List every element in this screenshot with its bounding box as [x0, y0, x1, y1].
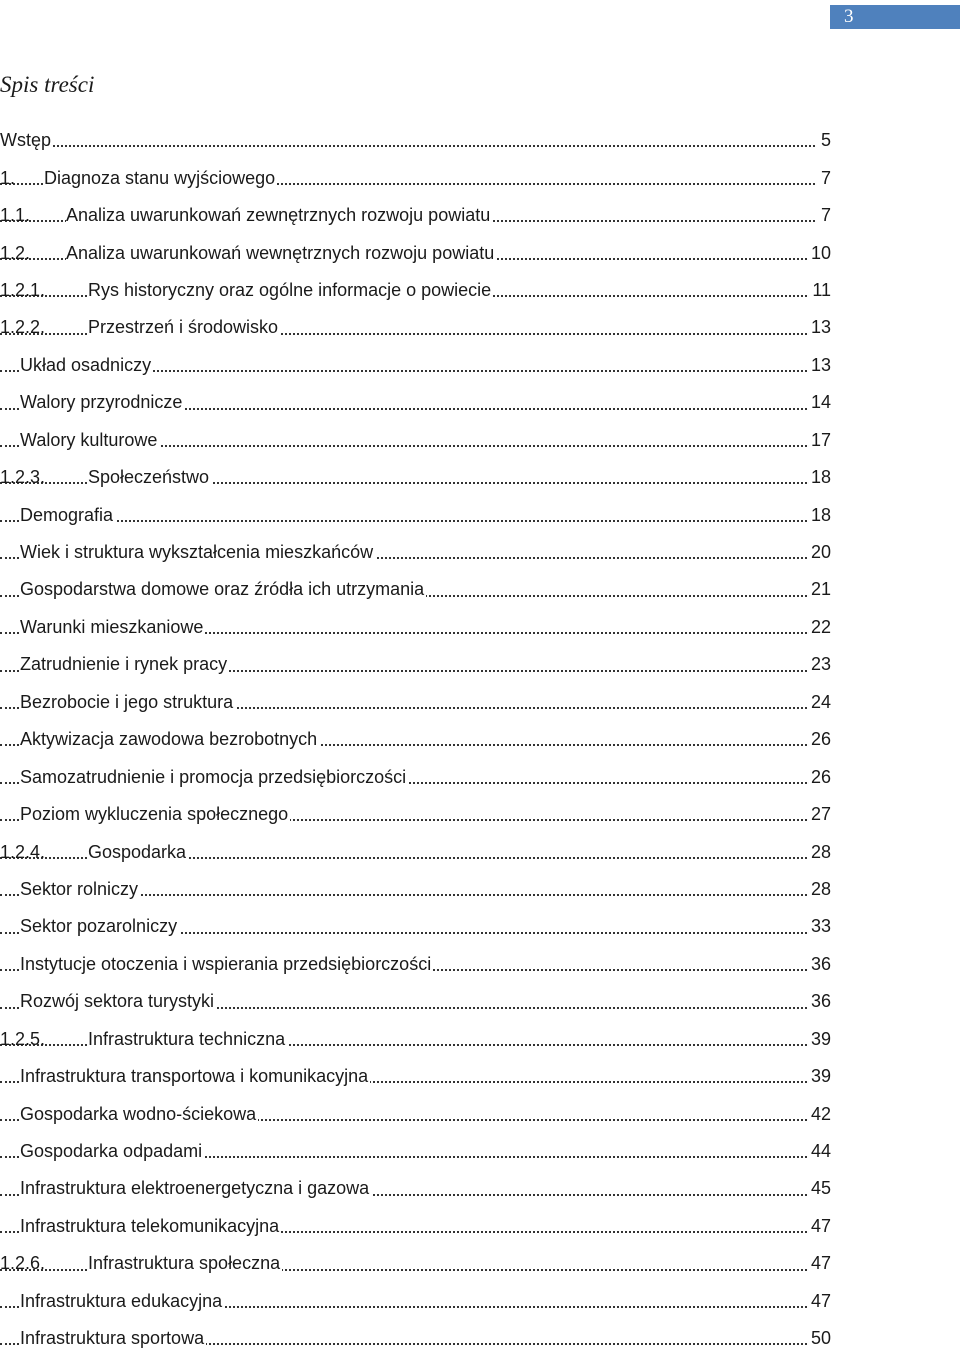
- toc-entry[interactable]: [0, 796, 831, 833]
- toc-entry-label: Analiza uwarunkowań wewnętrznych rozwoju powiatu: [66, 242, 495, 263]
- toc-entry-page: 47: [807, 1216, 831, 1237]
- toc-entry-page: 42: [807, 1104, 831, 1125]
- toc-entry-label: Walory przyrodnicze: [20, 392, 183, 413]
- toc-entry[interactable]: [0, 571, 831, 608]
- toc-entry-page: 44: [807, 1141, 831, 1162]
- toc-entry[interactable]: [0, 983, 831, 1020]
- toc-entry[interactable]: [0, 833, 831, 870]
- toc-entry-label: Walory kulturowe: [20, 429, 158, 450]
- toc-entry-page: 10: [807, 243, 831, 264]
- table-of-contents: [0, 122, 831, 1357]
- toc-entry-page: 33: [807, 916, 831, 937]
- toc-entry-label: Gospodarka: [88, 841, 187, 862]
- toc-entry-page: 17: [807, 430, 831, 451]
- toc-entry-page: 21: [807, 579, 831, 600]
- toc-entry-label: Bezrobocie i jego struktura: [20, 691, 234, 712]
- toc-entry[interactable]: [0, 384, 831, 421]
- toc-entry-label: Zatrudnienie i rynek pracy: [20, 654, 228, 675]
- toc-entry-page: 7: [817, 205, 831, 226]
- toc-entry-page: 26: [807, 767, 831, 788]
- toc-entry-label: Infrastruktura edukacyjna: [20, 1290, 223, 1311]
- toc-entry[interactable]: [0, 1320, 831, 1357]
- toc-entry[interactable]: [0, 1245, 831, 1282]
- toc-entry-number: 1.2.3.: [0, 467, 46, 488]
- toc-entry[interactable]: [0, 871, 831, 908]
- toc-entry[interactable]: [0, 534, 831, 571]
- dot-leader: [0, 520, 831, 522]
- toc-entry[interactable]: [0, 721, 831, 758]
- toc-entry-label: Sektor rolniczy: [20, 878, 139, 899]
- toc-entry-label: Gospodarstwa domowe oraz źródła ich utrzymania: [20, 579, 425, 600]
- toc-entry-label: Demografia: [20, 504, 114, 525]
- toc-entry[interactable]: [0, 1058, 831, 1095]
- toc-entry-page: 28: [807, 842, 831, 863]
- toc-entry-number: 1.2.1.: [0, 279, 46, 300]
- toc-entry[interactable]: [0, 459, 831, 496]
- toc-entry[interactable]: [0, 1208, 831, 1245]
- toc-entry-page: 39: [807, 1029, 831, 1050]
- toc-entry-page: 20: [807, 542, 831, 563]
- toc-entry-label: Samozatrudnienie i promocja przedsiębiorczości: [20, 766, 407, 787]
- toc-entry-number: 1.2.6.: [0, 1253, 46, 1274]
- toc-entry[interactable]: [0, 272, 831, 309]
- toc-entry[interactable]: [0, 646, 831, 683]
- toc-entry-label: Gospodarka odpadami: [20, 1141, 203, 1162]
- toc-entry-label: Gospodarka wodno-ściekowa: [20, 1103, 257, 1124]
- toc-entry-page: 13: [807, 317, 831, 338]
- toc-entry-page: 27: [807, 804, 831, 825]
- toc-entry-label: Przestrzeń i środowisko: [88, 317, 279, 338]
- toc-entry[interactable]: [0, 422, 831, 459]
- toc-entry-page: 36: [807, 954, 831, 975]
- toc-entry-page: 39: [807, 1066, 831, 1087]
- toc-entry[interactable]: [0, 609, 831, 646]
- toc-entry-page: 26: [807, 729, 831, 750]
- dot-leader: [0, 145, 831, 147]
- toc-entry-page: 23: [807, 654, 831, 675]
- toc-entry-label: Aktywizacja zawodowa bezrobotnych: [20, 729, 318, 750]
- toc-entry[interactable]: [0, 1283, 831, 1320]
- toc-entry[interactable]: [0, 1021, 831, 1058]
- page-number-badge: 3: [830, 5, 960, 29]
- toc-entry-page: 45: [807, 1178, 831, 1199]
- toc-entry[interactable]: [0, 347, 831, 384]
- toc-entry-page: 11: [808, 280, 831, 301]
- toc-entry-label: Infrastruktura telekomunikacyjna: [20, 1215, 280, 1236]
- toc-entry-page: 50: [807, 1328, 831, 1349]
- toc-entry-label: Sektor pozarolniczy: [20, 916, 178, 937]
- toc-entry-number: 1.2.5.: [0, 1028, 46, 1049]
- toc-title: Spis treści: [0, 72, 95, 97]
- toc-entry-page: 47: [807, 1253, 831, 1274]
- toc-entry-label: Rys historyczny oraz ogólne informacje o powiecie: [88, 279, 492, 300]
- toc-entry[interactable]: [0, 159, 831, 196]
- toc-entry-label: Poziom wykluczenia społecznego: [20, 804, 289, 825]
- toc-entry-label: Infrastruktura techniczna: [88, 1028, 286, 1049]
- toc-entry-page: 36: [807, 991, 831, 1012]
- toc-entry[interactable]: [0, 496, 831, 533]
- toc-entry-label: Diagnoza stanu wyjściowego: [44, 167, 276, 188]
- toc-entry-page: 18: [807, 467, 831, 488]
- toc-entry-page: 24: [807, 692, 831, 713]
- toc-entry-page: 5: [817, 130, 831, 151]
- toc-entry[interactable]: [0, 309, 831, 346]
- toc-entry-page: 47: [807, 1291, 831, 1312]
- toc-entry-page: 28: [807, 879, 831, 900]
- toc-entry-number: 1.2.: [0, 242, 31, 263]
- toc-entry-page: 22: [807, 617, 831, 638]
- toc-entry-label: Społeczeństwo: [88, 467, 210, 488]
- toc-entry[interactable]: [0, 908, 831, 945]
- toc-entry-label: Rozwój sektora turystyki: [20, 991, 215, 1012]
- toc-entry-label: Instytucje otoczenia i wspierania przedsiębiorczości: [20, 953, 432, 974]
- toc-entry[interactable]: [0, 1133, 831, 1170]
- toc-entry-number: 1.2.2.: [0, 317, 46, 338]
- toc-entry-label: Infrastruktura elektroenergetyczna i gazowa: [20, 1178, 370, 1199]
- toc-entry[interactable]: [0, 1170, 831, 1207]
- toc-entry[interactable]: [0, 122, 831, 159]
- toc-entry-label: Wstęp: [0, 130, 52, 151]
- toc-entry[interactable]: [0, 684, 831, 721]
- toc-entry-label: Układ osadniczy: [20, 354, 152, 375]
- toc-entry-label: Infrastruktura społeczna: [88, 1253, 281, 1274]
- toc-entry-page: 7: [817, 168, 831, 189]
- toc-entry-page: 14: [807, 392, 831, 413]
- toc-entry[interactable]: [0, 197, 831, 234]
- toc-entry-page: 18: [807, 505, 831, 526]
- toc-entry-label: Wiek i struktura wykształcenia mieszkańców: [20, 542, 374, 563]
- toc-entry-label: Warunki mieszkaniowe: [20, 616, 204, 637]
- toc-entry-label: Infrastruktura sportowa: [20, 1328, 205, 1349]
- toc-entry[interactable]: [0, 946, 831, 983]
- toc-entry[interactable]: [0, 758, 831, 795]
- toc-entry-label: Analiza uwarunkowań zewnętrznych rozwoju powiatu: [66, 205, 491, 226]
- toc-entry-number: 1.: [0, 167, 16, 188]
- toc-entry-number: 1.1.: [0, 205, 31, 226]
- toc-entry-page: 13: [807, 355, 831, 376]
- toc-entry[interactable]: [0, 1095, 831, 1132]
- toc-entry[interactable]: [0, 234, 831, 271]
- toc-entry-label: Infrastruktura transportowa i komunikacyjna: [20, 1066, 369, 1087]
- toc-entry-number: 1.2.4.: [0, 841, 46, 862]
